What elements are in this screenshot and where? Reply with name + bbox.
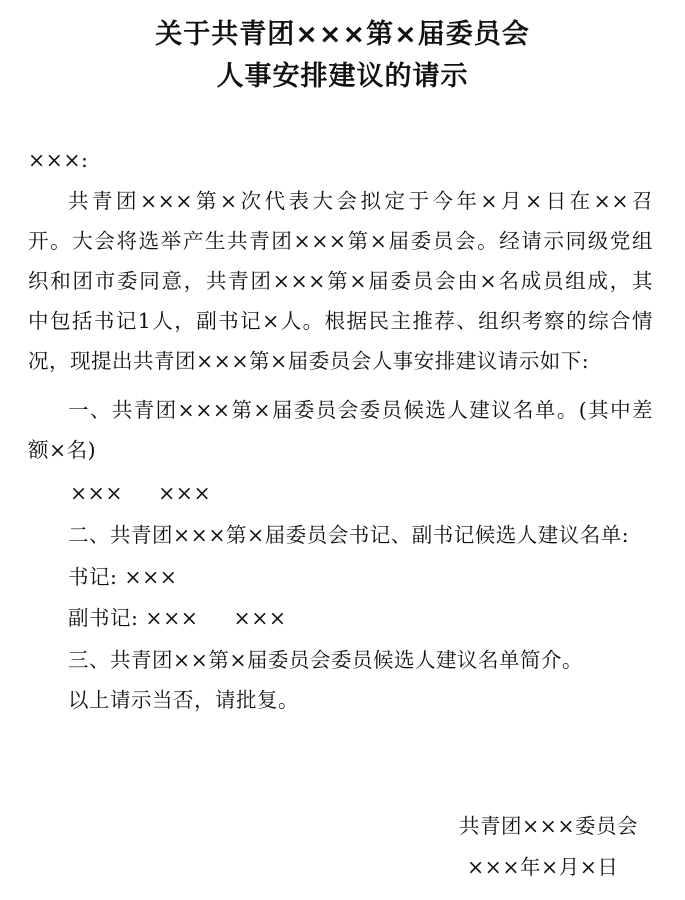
item-1-candidate-names: ××× ××× (70, 481, 212, 505)
paragraph-1-line-5: 况，现提出共青团×××第×届委员会人事安排建议请示如下: (28, 349, 590, 373)
item-1-line-2: 额×名) (28, 438, 97, 462)
paragraph-1-line-2: 开。大会将选举产生共青团×××第×届委员会。经请示同级党组 (28, 229, 653, 253)
salutation: ×××: (28, 148, 89, 172)
signature-organization: 共青团×××委员会 (459, 814, 639, 838)
document-title-line-1: 关于共青团×××第×届委员会 (155, 19, 530, 50)
item-3: 三、共青团××第×届委员会委员候选人建议名单简介。 (68, 648, 584, 672)
paragraph-1-line-1: 共青团×××第×次代表大会拟定于今年×月×日在××召 (68, 189, 653, 213)
signature-date: ×××年×月×日 (467, 855, 619, 879)
deputy-secretary-candidates: 副书记: ××× ××× (68, 606, 287, 630)
secretary-candidate: 书记: ××× (68, 565, 178, 589)
item-2: 二、共青团×××第×届委员会书记、副书记候选人建议名单: (68, 523, 630, 547)
paragraph-1-line-4: 中包括书记1人，副书记×人。根据民主推荐、组织考察的综合情 (28, 309, 653, 333)
item-1-line-1: 一、共青团×××第×届委员会委员候选人建议名单。(其中差 (68, 398, 653, 422)
paragraph-1-line-3: 织和团市委同意，共青团×××第×届委员会由×名成员组成，其 (28, 269, 653, 293)
closing-request: 以上请示当否，请批复。 (68, 688, 299, 712)
document-title-line-2: 人事安排建议的请示 (216, 61, 469, 92)
